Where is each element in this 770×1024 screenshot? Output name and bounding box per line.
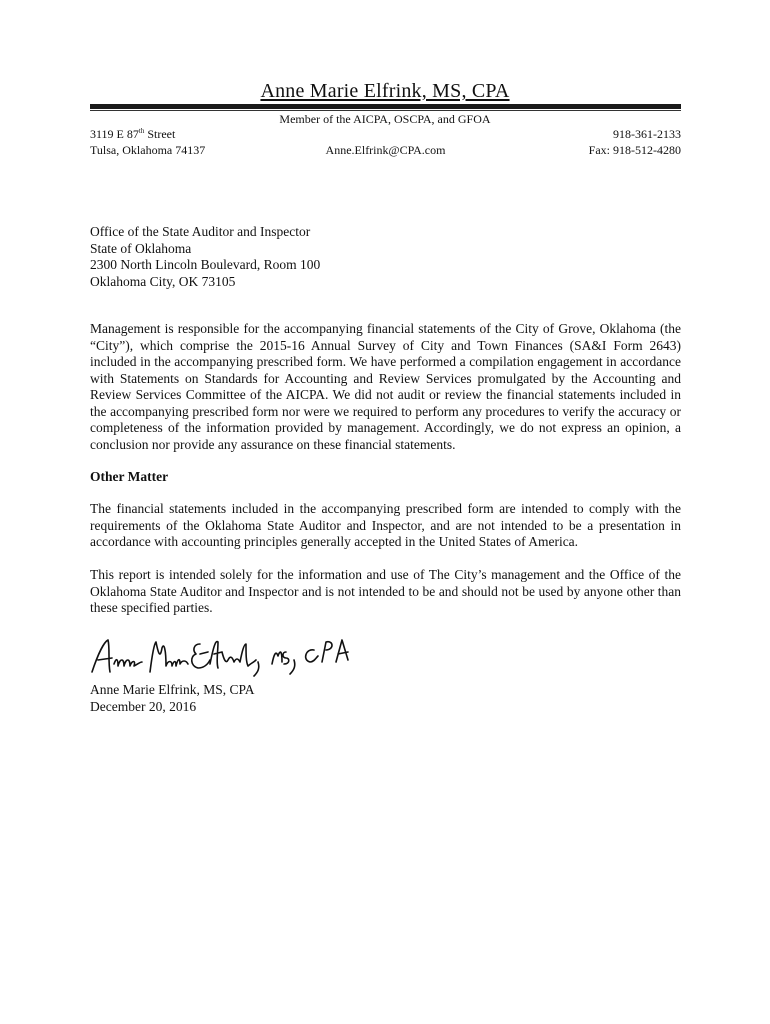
letterhead-city: Tulsa, Oklahoma 74137 — [90, 143, 206, 157]
signatory-name: Anne Marie Elfrink, MS, CPA — [90, 682, 255, 697]
recipient-address — [90, 224, 320, 290]
body-paragraph-1: Management is responsible for the accompanying financial statements of the City of Grove, Oklahoma (the “City”), which comprise the 2015-16 Annual Survey of City and Town Finances (SA&I Form 2643) included in the accompanying prescribed form. We have performed a compilation engagement in accordance with Statements on Standards for Accounting and Review Services promulgated by the Accounting and Review Services Committee of the AICPA. We did not audit or review the financial statements included in the accompanying prescribed form nor were we required to perform any procedures to verify the accuracy or completeness of the information provided by management. Accordingly, we do not express an opinion, a conclusion nor provide any assurance on these financial statements. — [90, 321, 681, 452]
letterhead-name: Anne Marie Elfrink, MS, CPA — [260, 80, 510, 102]
recipient-line-1: Office of the State Auditor and Inspector — [90, 224, 311, 239]
letterhead-street: 3119 E 87th Street — [90, 127, 176, 141]
letterhead-rule-thin — [90, 110, 681, 111]
recipient-line-2: State of Oklahoma — [90, 240, 192, 256]
letterhead-email: Anne.Elfrink@CPA.com — [325, 143, 446, 157]
signature-date: December 20, 2016 — [90, 698, 197, 714]
recipient-line-3: 2300 North Lincoln Boulevard, Room 100 — [90, 257, 321, 272]
letterhead-rule-thick — [90, 104, 681, 109]
section-heading-other-matter: Other Matter — [90, 469, 169, 484]
letterhead-membership: Member of the AICPA, OSCPA, and GFOA — [279, 112, 491, 126]
letterhead-phone: 918-361-2133 — [613, 127, 681, 141]
body-paragraph-3: This report is intended solely for the information and use of The City’s management and the Office of the Oklahoma State Auditor and Inspector and is not intended to be and should not be used by anyone other than these specified parties. — [90, 567, 681, 615]
handwritten-signature — [88, 634, 358, 680]
recipient-line-4: Oklahoma City, OK 73105 — [90, 273, 236, 289]
letterhead-fax: Fax: 918-512-4280 — [588, 143, 681, 157]
body-paragraph-2: The financial statements included in the accompanying prescribed form are intended to comply with the requirements of the Oklahoma State Auditor and Inspector, and are not intended to be a presentation in accordance with accounting principles generally accepted in the United States of America. — [90, 501, 681, 549]
signature-block — [90, 682, 255, 715]
